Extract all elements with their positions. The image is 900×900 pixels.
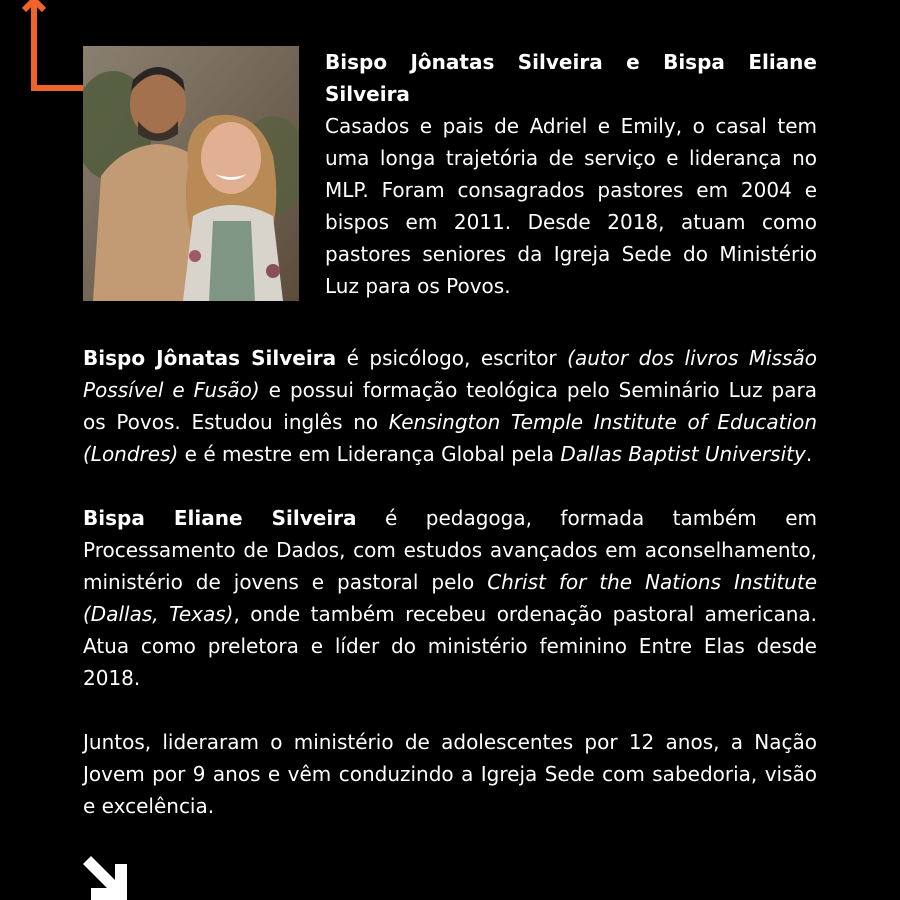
bio-jonatas (83, 342, 817, 470)
jonatas-text-3: e é mestre em Liderança Global pela (178, 442, 561, 466)
eliane-text-1: é pedagoga, formada também em Processamento de Dados, com estudos avançados em aconselhamento, ministério de jovens e pastoral pelo (83, 506, 817, 594)
corner-bracket-icon (0, 0, 90, 95)
eliane-name: Bispa Eliane Silveira (83, 506, 357, 530)
intro-text: Casados e pais de Adriel e Emily, o casal tem uma longa trajetória de serviço e liderança no MLP. Foram consagrados pastores em 2004 e bispos em 2011. Desde 2018, atuam como pastores seniores da Igreja Sede do Ministério Luz para os Povos. (325, 114, 817, 298)
eliane-text-2: , onde também recebeu ordenação pastoral americana. Atua como preletora e líder do ministério feminino Entre Elas desde 2018. (83, 602, 817, 690)
bio-eliane (83, 502, 817, 694)
jonatas-text-2: e possui formação teológica pelo Seminário Luz para os Povos. Estudou inglês no (83, 378, 817, 434)
jonatas-university: Dallas Baptist University (560, 442, 806, 466)
jonatas-name: Bispo Jônatas Silveira (83, 346, 337, 370)
jonatas-text-1: é psicólogo, escritor (336, 346, 568, 370)
eliane-institute: Christ for the Nations Institute (Dallas, Texas) (83, 570, 818, 626)
arrow-down-right-icon[interactable] (83, 856, 127, 900)
intro-block (325, 46, 817, 302)
couple-photo (83, 46, 299, 301)
intro-title: Bispo Jônatas Silveira e Bispa Eliane Silveira (325, 50, 817, 106)
jonatas-books: (autor dos livros Missão Possível e Fusão) (83, 346, 817, 402)
jonatas-institute: Kensington Temple Institute of Education (Londres) (83, 410, 817, 466)
jonatas-text-4: . (805, 442, 813, 466)
bio-together: Juntos, lideraram o ministério de adolescentes por 12 anos, a Nação Jovem por 9 anos e vêm conduzindo a Igreja Sede com sabedoria, visão e excelência. (83, 730, 817, 818)
